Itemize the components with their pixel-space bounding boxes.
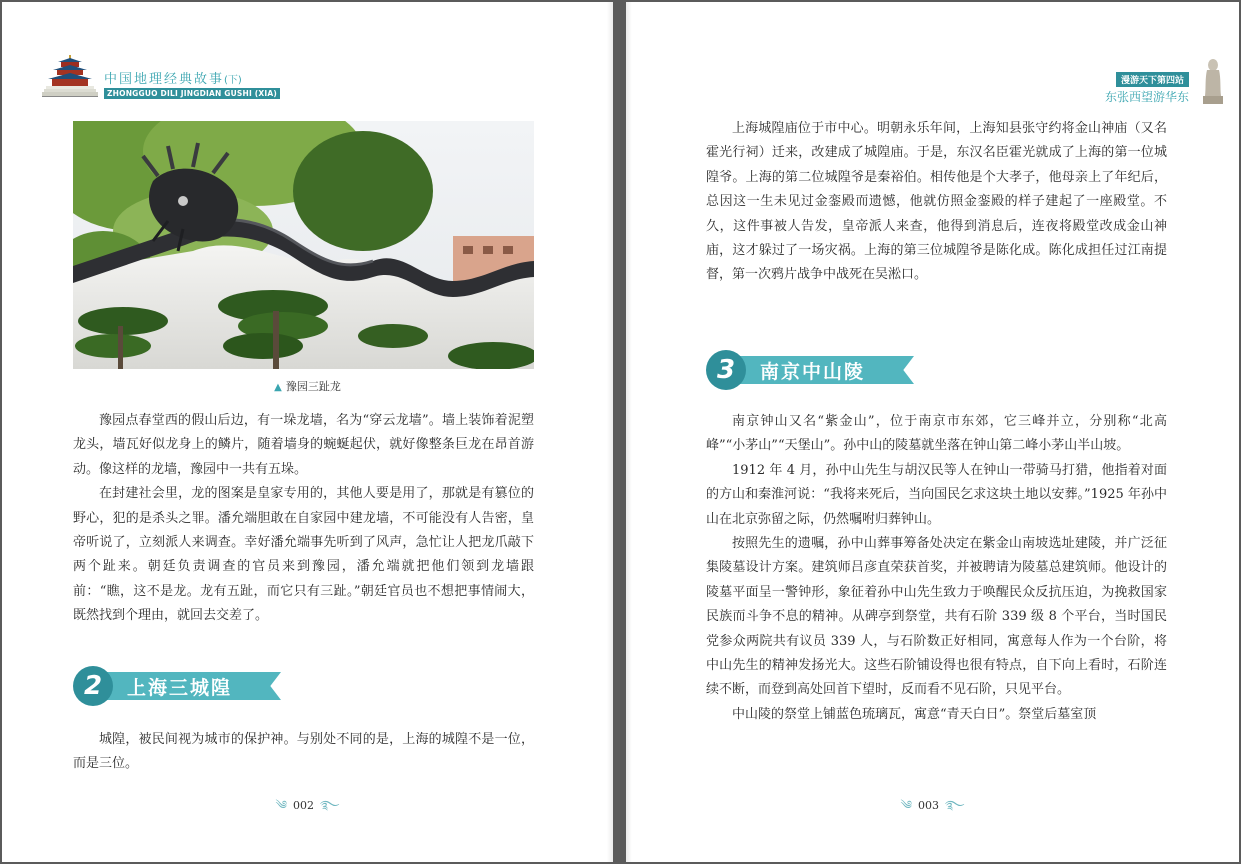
- book-title-pinyin: ZHONGGUO DILI JINGDIAN GUSHI (XIA): [104, 88, 280, 99]
- section-title: 南京中山陵: [760, 361, 866, 383]
- dragon-wall-illustration: [73, 121, 534, 369]
- gutter-shadow: [607, 2, 613, 862]
- paragraph: 1912 年 4 月，孙中山先生与胡汉民等人在钟山一带骑马打猎，他指着对面的方山和秦淮河说：“我将来死后，当向国民乞求这块土地以安葬。”1925 年孙中山在北京弥留之际，仍然嘱咐归葬钟山。: [706, 462, 1167, 527]
- section-heading-2: [73, 666, 333, 708]
- temple-of-heaven-logo: [42, 54, 100, 106]
- cloud-ornament-icon: ༄: [275, 798, 288, 812]
- cloud-ornament-icon: ࿐: [320, 798, 340, 812]
- section-number: 3: [706, 350, 746, 390]
- page-number: 002: [293, 799, 315, 812]
- cloud-ornament-icon: ࿐: [945, 798, 965, 812]
- station-subtitle: 东张西望游华东: [1104, 90, 1189, 104]
- photo-caption-text: 豫园三趾龙: [285, 380, 341, 393]
- page-footer: [2, 792, 613, 826]
- left-page: [2, 2, 613, 862]
- section-heading-3: [706, 350, 966, 392]
- paragraph: 上海城隍庙位于市中心。明朝永乐年间，上海知县张守约将金山神庙（又名霍光行祠）迁来，改建成了城隍庙。于是，东汉名臣霍光就成了上海的第一位城隍爷。上海的第二位城隍爷是秦裕伯。相传他是个大孝子，他母亲上了年纪后，总因这一生未见过金銮殿而遗憾，他就仿照金銮殿的样子建起了一座殿堂。不久，这件事被人告发，皇帝派人来查，他得到消息后，连夜将殿堂改成金山神庙，这才躲过了一场灾祸。上海的第三位城隍爷是陈化成。陈化成担任过江南提督，第一次鸦片战争中战死在吴淞口。: [706, 121, 1167, 283]
- book-title-text: 中国地理经典故事: [104, 72, 225, 87]
- gutter-shadow: [626, 2, 632, 862]
- right-header: [1031, 58, 1231, 108]
- section-title: 上海三城隍: [127, 677, 233, 699]
- page-footer: [626, 792, 1239, 826]
- right-page: [626, 2, 1239, 862]
- left-body-text: [73, 409, 534, 629]
- paragraph: 按照先生的遗嘱，孙中山葬事筹备处决定在紫金山南坡选址建陵，并广泛征集陵墓设计方案。建筑师吕彦直荣获首奖，并被聘请为陵墓总建筑师。他设计的陵墓平面呈一警钟形，象征着孙中山先生致力于唤醒民众反抗压迫，为挽救国家民族而斗争不息的精神。从碑亭到祭堂，共有石阶 339 级 8 个平台，当时国民党参众两院共有议员 339 人，与石阶数正好相同，寓意每人作为一个台阶，将中山先生的精神发扬光大。这些石阶铺设得也很有特点，自下向上看时，石阶连续不断，而登到高处回首下望时，反而看不见石阶，只见平台。: [706, 536, 1167, 698]
- station-tag: 漫游天下第四站: [1116, 72, 1189, 87]
- left-section-text: [73, 728, 534, 777]
- right-body-text: [706, 117, 1167, 288]
- paragraph: 南京钟山又名“紫金山”，位于南京市东郊，它三峰并立，分别称“北高峰”“小茅山”“天堡山”。孙中山的陵墓就坐落在钟山第二峰小茅山半山坡。: [706, 414, 1167, 454]
- right-section-text: [706, 410, 1167, 727]
- paragraph: 城隍，被民间视为城市的保护神。与别处不同的是，上海的城隍不是一位，而是三位。: [73, 732, 534, 772]
- section-number: 2: [73, 666, 113, 706]
- triangle-icon: ▲: [274, 382, 282, 393]
- dragon-wall-photo: [73, 121, 534, 369]
- photo-caption: [2, 378, 613, 394]
- paragraph: 豫园点春堂西的假山后边，有一垛龙墙，名为“穿云龙墙”。墙上装饰着泥塑龙头，墙瓦好似龙身上的鳞片，随着墙身的蜿蜒起伏，就好像整条巨龙在昂首游动。像这样的龙墙，豫园中一共有五垛。: [73, 413, 534, 477]
- book-title-suffix: (下): [224, 75, 242, 86]
- cloud-ornament-icon: ༄: [900, 798, 913, 812]
- paragraph: 中山陵的祭堂上铺蓝色琉璃瓦，寓意“青天白日”。祭堂后墓室顶: [732, 706, 1097, 722]
- paragraph: 在封建社会里，龙的图案是皇家专用的，其他人要是用了，那就是有篡位的野心，犯的是杀头之罪。潘允端胆敢在自家园中建龙墙，不可能没有人告密，皇帝听说了，立刻派人来调查。幸好潘允端事先听到了风声，急忙让人把龙爪敲下两个趾来。朝廷负责调查的官员来到豫园，潘允端就把他们领到龙墙跟前：“瞧，这不是龙。龙有五趾，而它只有三趾。”朝廷官员也不想把事情闹大，既然找到个理由，就回去交差了。: [73, 486, 534, 624]
- page-number: 003: [918, 799, 940, 812]
- statue-logo: [1201, 58, 1225, 104]
- book-title: [104, 68, 242, 87]
